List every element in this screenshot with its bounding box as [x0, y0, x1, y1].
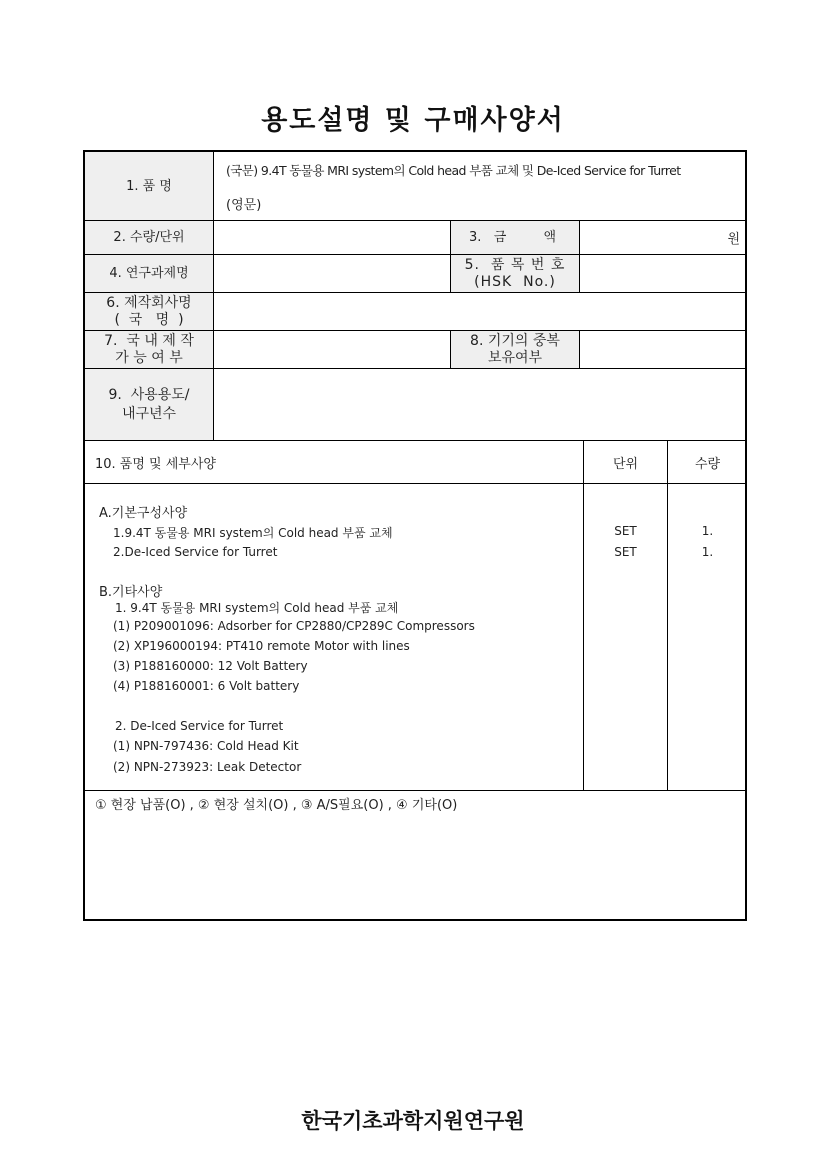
spec-form-table — [83, 150, 747, 921]
amount-label — [451, 221, 579, 254]
grid-line — [85, 254, 745, 255]
grid-line — [579, 220, 580, 292]
section-a-title: A.기본구성사양 — [99, 506, 188, 521]
document-title: 용도설명 및 구매사양서 — [261, 105, 565, 136]
grid-line — [450, 220, 451, 292]
duplicate-label — [451, 331, 579, 368]
duplicate-label-line2: 보유여부 — [487, 349, 543, 366]
quantity-label-text: 2. 수량/단위 — [113, 230, 185, 245]
item-name-kr-text: (국문) 9.4T 동물용 MRI system의 Cold head 부품 교체 및 De-Iced Service for Turret — [226, 163, 681, 178]
grid-line — [583, 440, 584, 790]
quantity-label — [85, 221, 213, 254]
item-name-kr — [226, 160, 746, 180]
item-no-label — [451, 255, 579, 292]
unit-header-text: 단위 — [612, 457, 639, 472]
usage-label — [85, 369, 213, 440]
grid-line — [667, 440, 668, 790]
grid-line — [85, 292, 745, 293]
spec-header-text: 10. 품명 및 세부사양 — [95, 457, 216, 472]
amount-value — [580, 221, 740, 254]
b-line-3: (2) XP196000194: PT410 remote Motor with lines — [113, 639, 410, 653]
qty-header — [668, 441, 747, 484]
amount-label-text: 3. 금 액 — [469, 230, 557, 245]
section-b-title: B.기타사양 — [99, 585, 163, 600]
domestic-label-line2: 가 능 여 부 — [115, 349, 183, 366]
item-name-label-text: 1. 품 명 — [126, 178, 172, 194]
grid-line — [85, 790, 745, 791]
b-line-7: (1) NPN-797436: Cold Head Kit — [113, 739, 299, 753]
project-label-text: 4. 연구과제명 — [109, 266, 189, 281]
b-line-4: (3) P188160000: 12 Volt Battery — [113, 659, 308, 673]
a-item-1-text: 1.9.4T 동물용 MRI system의 Cold head 부품 교체 — [113, 526, 393, 540]
domestic-label-line1: 7. 국 내 제 작 — [104, 332, 194, 349]
maker-label-line1: 6. 제작회사명 — [106, 294, 192, 311]
domestic-label — [85, 331, 213, 368]
item-name-label — [85, 152, 213, 220]
maker-label — [85, 293, 213, 330]
b-line-8: (2) NPN-273923: Leak Detector — [113, 760, 302, 774]
unit-header — [584, 441, 667, 484]
b-line-2: (1) P209001096: Adsorber for CP2880/CP289C Compressors — [113, 619, 475, 633]
grid-line — [579, 330, 580, 368]
item-name-en-text: (영문) — [226, 197, 262, 213]
grid-line — [85, 440, 745, 441]
a-item-2-qty: 1. — [701, 545, 714, 559]
usage-label-line1: 9. 사용용도/ — [108, 386, 190, 403]
a-item-2-text: 2.De-Iced Service for Turret — [113, 545, 278, 559]
grid-line — [85, 330, 745, 331]
usage-label-line2: 내구년수 — [121, 405, 177, 422]
b-line-6: 2. De-Iced Service for Turret — [115, 719, 284, 733]
a-item-2-unit: SET — [614, 545, 637, 559]
item-name-en — [226, 193, 261, 213]
delivery-options: ① 현장 납품(O) , ② 현장 설치(O) , ③ A/S필요(O) , ④ 기타(O) — [95, 798, 458, 813]
grid-line — [450, 330, 451, 368]
grid-line — [85, 368, 745, 369]
a-item-1-qty: 1. — [701, 524, 714, 538]
project-label — [85, 255, 213, 292]
grid-line — [213, 152, 214, 440]
item-no-label-line1: 5. 품 목 번 호 — [464, 256, 566, 273]
grid-line — [85, 483, 745, 484]
institution-footer: 한국기초과학지원연구원 — [301, 1109, 525, 1133]
spec-header — [95, 441, 216, 484]
a-item-1-unit: SET — [614, 524, 637, 538]
amount-unit: 원 — [727, 232, 740, 247]
duplicate-label-line1: 8. 기기의 중복 — [470, 332, 560, 349]
quantity-value — [214, 221, 450, 254]
maker-label-line2: ( 국 명 ) — [114, 311, 184, 328]
b-line-1: 1. 9.4T 동물용 MRI system의 Cold head 부품 교체 — [115, 601, 399, 615]
grid-line — [85, 220, 745, 221]
item-no-label-line2: (HSK No.) — [474, 273, 556, 290]
qty-header-text: 수량 — [694, 457, 721, 472]
b-line-5: (4) P188160001: 6 Volt battery — [113, 679, 300, 693]
